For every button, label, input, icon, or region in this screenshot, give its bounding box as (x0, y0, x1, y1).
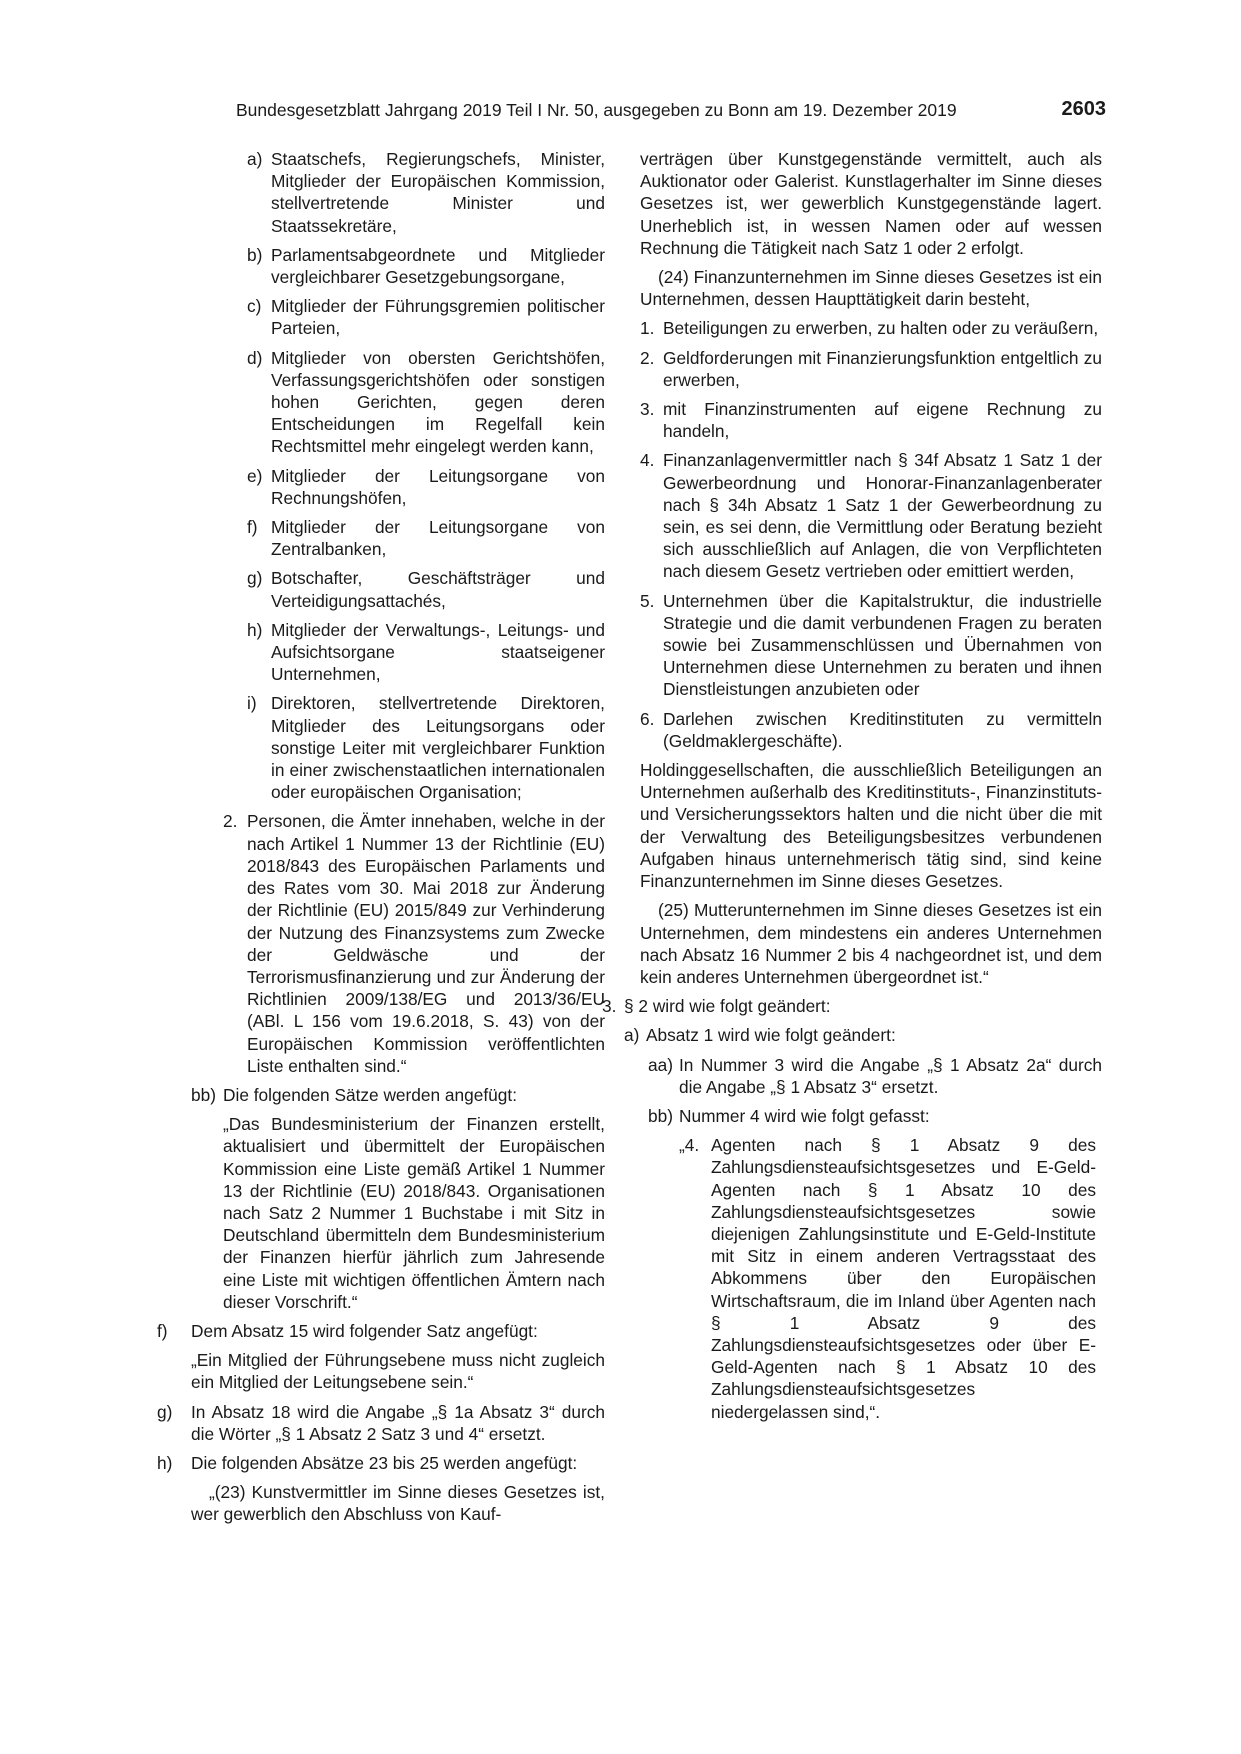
list-text: Mitglieder der Leitungsorgane von Zentralbanken, (271, 517, 605, 560)
header-title: Bundesgesetzblatt Jahrgang 2019 Teil I Nr. 50, ausgegeben zu Bonn am 19. Dezember 2019 (236, 100, 957, 120)
list-label: a) (247, 149, 263, 169)
list-item-4 (640, 449, 1102, 582)
quote-bb: „Das Bundesministerium der Finanzen erstellt, aktualisiert und übermittelt der Europäischen Kommission eine Liste gemäß Artikel 1 Nummer 13 der Richtlinie (EU) 2018/843. Organisationen nach Satz 2 Nummer 1 Buchstabe i mit Sitz in Deutschland übermitteln dem Bundesministerium der Finanzen hierfür jährlich zum Jahresende eine Liste mit wichtigen öffentlichen Ämtern nach dieser Vorschrift.“ (223, 1114, 605, 1312)
list-item-g (247, 567, 605, 611)
paragraph-24: (24) Finanzunternehmen im Sinne dieses Gesetzes ist ein Unternehmen, dessen Haupttätigkeit darin besteht, (640, 267, 1102, 310)
list-label: 2. (640, 347, 655, 368)
paragraph-23-start: „(23) Kunstvermittler im Sinne dieses Gesetzes ist, wer gewerblich den Abschluss von Kauf- (191, 1482, 605, 1525)
paragraph-23-cont: verträgen über Kunstgegenstände vermittelt, auch als Auktionator oder Galerist. Kunstlagerhalter im Sinne dieses Gesetzes ist, wer gewerblich Kunstgegenstände lagert. Unerheblich ist, in wessen Namen oder auf wessen Rechnung die Tätigkeit nach Satz 1 oder 2 erfolgt. (640, 149, 1102, 258)
list-label: h) (157, 1452, 173, 1473)
list-label: f) (157, 1320, 168, 1341)
list-text: In Absatz 18 wird die Angabe „§ 1a Absatz 3“ durch die Wörter „§ 1 Absatz 2 Satz 3 und 4“ ersetzt. (191, 1401, 605, 1444)
list-label: g) (157, 1401, 173, 1422)
list-label: e) (247, 465, 263, 486)
list-item-6 (640, 708, 1102, 752)
list-text: mit Finanzinstrumenten auf eigene Rechnung zu handeln, (663, 399, 1102, 442)
list-text: Agenten nach § 1 Absatz 9 des Zahlungsdiensteaufsichtsgesetzes und E-Geld-Agenten nach § 1 Absatz 10 des Zahlungsdiensteaufsichtsgesetzes sowie diejenigen Zahlungsinstitute und E-Geld-Institute mit Sitz in einem anderen Vertragsstaat des Abkommens über den Europäischen Wirtschaftsraum, die im Inland über Agenten nach § 1 Absatz 9 des Zahlungsdiensteaufsichtsgesetzes oder über E-Geld-Agenten nach § 1 Absatz 10 des Zahlungsdiensteaufsichtsgesetzes niedergelassen sind,“. (711, 1135, 1096, 1422)
list-item-1 (640, 317, 1102, 339)
list-item-h-amend (157, 1452, 605, 1474)
list-text: In Nummer 3 wird die Angabe „§ 1 Absatz 2a“ durch die Angabe „§ 1 Absatz 3“ ersetzt. (679, 1054, 1102, 1097)
page-number: 2603 (1061, 98, 1106, 120)
list-text: Direktoren, stellvertretende Direktoren, Mitglieder des Leitungsorgans oder sonstige Leiter mit vergleichbarer Funktion in einer zwischenstaatlichen internationalen oder europäischen Organisation; (271, 693, 605, 803)
paragraph-25: (25) Mutterunternehmen im Sinne dieses Gesetzes ist ein Unternehmen, dem mindestens ein anderes Unternehmen nach Absatz 16 Nummer 2 bis 4 nachgeordnet ist, und dem kein anderes Unternehmen übergeordnet ist.“ (640, 900, 1102, 987)
list-text: Die folgenden Sätze werden angefügt: (223, 1084, 517, 1105)
list-label: bb) (191, 1084, 216, 1105)
list-label: f) (247, 517, 258, 538)
list-item-quoted-4 (679, 1134, 1096, 1423)
list-item-3 (640, 398, 1102, 442)
list-label: d) (247, 347, 263, 368)
page-header (236, 98, 1112, 124)
list-item-2 (640, 347, 1102, 391)
list-label: aa) (648, 1054, 673, 1075)
list-label: „4. (679, 1135, 700, 1156)
list-label: 4. (640, 450, 655, 471)
list-label: a) (624, 1025, 640, 1046)
holding-paragraph: Holdinggesellschaften, die ausschließlich Beteiligungen an Unternehmen außerhalb des Kreditinstituts-, Finanzinstituts- und Versicherungssektors halten und die nicht über die mit der Verwaltung des Beteiligungsbesitzes verbundenen Aufgaben hinaus unternehmerisch tätig sind, sind keine Finanzunternehmen im Sinne dieses Gesetzes. (640, 760, 1102, 892)
list-label: i) (247, 693, 257, 714)
list-text: Dem Absatz 15 wird folgender Satz angefügt: (191, 1320, 538, 1341)
list-item-2 (223, 810, 605, 1076)
list-label: 5. (640, 590, 655, 611)
list-label: b) (247, 244, 263, 265)
list-text: Personen, die Ämter innehaben, welche in der nach Artikel 1 Nummer 13 der Richtlinie (EU) 2018/843 des Europäischen Parlaments und des Rates vom 30. Mai 2018 zur Änderung der Richtlinie (EU) 2015/849 zur Verhinderung der Nutzung des Finanzsystems zum Zwecke der Geldwäsche und der Terrorismusfinanzierung und zur Änderung der Richtlinien 2009/138/EG und 2013/36/EU (ABl. L 156 vom 19.6.2018, S. 43) von der Europäischen Kommission veröffentlichten Liste enthalten sind.“ (247, 811, 605, 1076)
list-item-bb (191, 1084, 605, 1106)
list-text: Die folgenden Absätze 23 bis 25 werden angefügt: (191, 1452, 578, 1473)
list-item-i (247, 692, 605, 803)
list-label: 3. (602, 996, 617, 1017)
list-item-bb-section (648, 1105, 1102, 1127)
left-column (157, 148, 605, 1526)
list-text: Mitglieder von obersten Gerichtshöfen, Verfassungsgerichtshöfen oder sonstigen hohen Gerichten, gegen deren Entscheidungen im Regelfall kein Rechtsmittel mehr eingelegt werden kann, (271, 347, 605, 457)
list-item-d (247, 347, 605, 458)
list-item-aa (648, 1054, 1102, 1098)
list-item-3-section (602, 995, 1102, 1017)
list-label: c) (247, 296, 262, 317)
list-item-g-amend (157, 1401, 605, 1445)
quote-f: „Ein Mitglied der Führungsebene muss nicht zugleich ein Mitglied der Leitungsebene sein.“ (191, 1350, 605, 1393)
list-text: Darlehen zwischen Kreditinstituten zu vermitteln (Geldmaklergeschäfte). (663, 708, 1102, 751)
list-label: h) (247, 619, 263, 640)
list-item-3a (624, 1024, 1102, 1046)
list-label: 2. (223, 811, 238, 832)
list-text: Unternehmen über die Kapitalstruktur, die industrielle Strategie und die damit verbundenen Fragen zu beraten sowie bei Zusammenschlüssen und Übernahmen von Unternehmen diese Unternehmen zu beraten und ihnen Dienstleistungen anzubieten oder (663, 590, 1102, 700)
list-text: § 2 wird wie folgt geändert: (624, 996, 831, 1017)
list-label: bb) (648, 1105, 673, 1126)
list-text: Mitglieder der Leitungsorgane von Rechnungshöfen, (271, 465, 605, 508)
list-text: Beteiligungen zu erwerben, zu halten oder zu veräußern, (663, 318, 1099, 339)
list-item-c (247, 295, 605, 339)
list-text: Geldforderungen mit Finanzierungsfunktion entgeltlich zu erwerben, (663, 347, 1102, 390)
list-label: 1. (640, 318, 655, 339)
list-text: Staatschefs, Regierungschefs, Minister, Mitglieder der Europäischen Kommission, stellvertretende Minister und Staatssekretäre, (271, 149, 605, 236)
list-item-f (247, 516, 605, 560)
list-label: 3. (640, 399, 655, 420)
list-label: 6. (640, 708, 655, 729)
list-label: g) (247, 568, 263, 589)
list-text: Absatz 1 wird wie folgt geändert: (646, 1025, 896, 1046)
list-text: Nummer 4 wird wie folgt gefasst: (679, 1105, 930, 1126)
list-text: Botschafter, Geschäftsträger und Verteidigungsattachés, (271, 568, 605, 611)
list-item-b (247, 244, 605, 288)
list-item-f-amend (157, 1320, 605, 1342)
list-text: Mitglieder der Führungsgremien politischer Parteien, (271, 296, 605, 339)
list-item-a (247, 148, 605, 237)
list-item-h (247, 619, 605, 686)
list-item-e (247, 465, 605, 509)
list-text: Finanzanlagenvermittler nach § 34f Absatz 1 Satz 1 der Gewerbeordnung und Honorar-Finanzanlagenberater nach § 34h Absatz 1 Satz 1 der Gewerbeordnung zu sein, es sei denn, die Vermittlung oder Beratung bezieht sich ausschließlich auf Anlagen, die von Verpflichteten nach diesem Gesetz vertrieben oder emittiert werden, (663, 450, 1102, 582)
list-item-5 (640, 590, 1102, 701)
list-text: Parlamentsabgeordnete und Mitglieder vergleichbarer Gesetzgebungsorgane, (271, 244, 605, 288)
right-column (602, 148, 1102, 1423)
list-text: Mitglieder der Verwaltungs-, Leitungs- und Aufsichtsorgane staatseigener Unternehmen, (271, 619, 605, 685)
